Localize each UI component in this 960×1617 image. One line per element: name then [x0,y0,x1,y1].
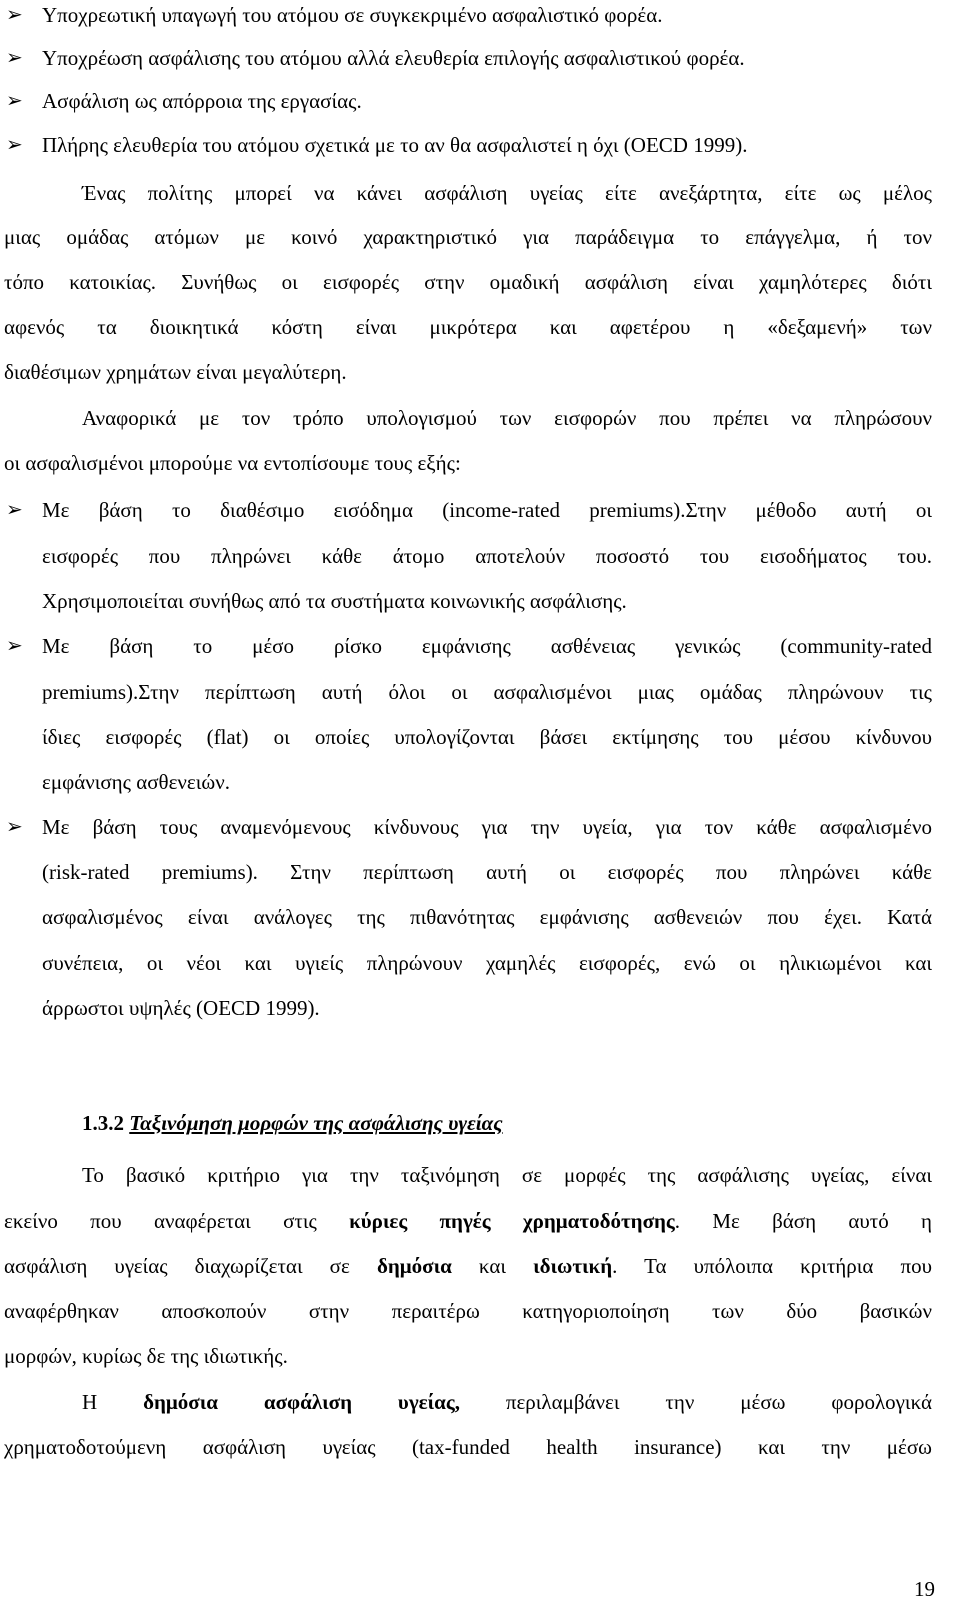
list-item: Υποχρεωτική υπαγωγή του ατόμου σε συγκεκριμένο ασφαλιστικό φορέα. [42,3,663,27]
text-run: ασφάλιση υγείας διαχωρίζεται σε [4,1254,377,1278]
paragraph-line: χρηματοδοτούμενη ασφάλιση υγείας (tax-funded health insurance) και την μέσω [4,1435,932,1459]
list-item: Με βάση το μέσο ρίσκο εμφάνισης ασθένειας γενικώς (community-rated [42,634,932,658]
paragraph-line: τόπο κατοικίας. Συνήθως οι εισφορές στην ομαδική ασφάλιση είναι χαμηλότερες διότι [4,270,932,294]
paragraph-line: αναφέρθηκαν αποσκοπούν στην περαιτέρω κατηγοριοποίηση των δύο βασικών [4,1299,932,1323]
paragraph-line: διαθέσιμων χρημάτων είναι μεγαλύτερη. [4,360,347,384]
paragraph-line [82,1387,932,1417]
bold-term: δημόσια [376,1254,452,1278]
paragraph-line: μορφών, κυρίως δε της ιδιωτικής. [4,1344,288,1368]
section-number: 1.3.2 [82,1111,124,1135]
list-item: (risk-rated premiums). Στην περίπτωση αυτή οι εισφορές που πληρώνει κάθε [42,860,932,884]
text-run: και [451,1254,534,1278]
bullet-arrow-icon: ➢ [6,635,23,657]
paragraph-line: Αναφορικά με τον τρόπο υπολογισμού των εισφορών που πρέπει να πληρώσουν [82,406,932,430]
list-item: Με βάση τους αναμενόμενους κίνδυνους για την υγεία, για τον κάθε ασφαλισμένο [42,815,932,839]
bold-term: κύριες πηγές χρηματοδότησης [349,1209,675,1233]
list-item: Υποχρέωση ασφάλισης του ατόμου αλλά ελευθερία επιλογής ασφαλιστικού φορέα. [42,46,745,70]
list-item: premiums).Στην περίπτωση αυτή όλοι οι ασφαλισμένοι μιας ομάδας πληρώνουν τις [42,680,932,704]
bullet-arrow-icon: ➢ [6,134,23,156]
page-number: 19 [914,1577,935,1601]
bullet-arrow-icon: ➢ [6,816,23,838]
list-item: Χρησιμοποιείται συνήθως από τα συστήματα κοινωνικής ασφάλισης. [42,589,627,613]
list-item: εμφάνισης ασθενειών. [42,770,230,794]
list-item: συνέπεια, οι νέοι και υγιείς πληρώνουν χαμηλές εισφορές, ενώ οι ηλικιωμένοι και [42,951,932,975]
bold-term: δημόσια ασφάλιση υγείας, [143,1390,460,1414]
section-title: Ταξινόμηση μορφών της ασφάλισης υγείας [129,1111,503,1135]
list-item: Πλήρης ελευθερία του ατόμου σχετικά με το αν θα ασφαλιστεί η όχι (OECD 1999). [42,133,748,157]
list-item: ασφαλισμένος είναι ανάλογες της πιθανότητας εμφάνισης ασθενειών που έχει. Κατά [42,905,932,929]
paragraph-line: οι ασφαλισμένοι μπορούμε να εντοπίσουμε τους εξής: [4,451,461,475]
bullet-arrow-icon: ➢ [6,4,23,26]
list-item: ίδιες εισφορές (flat) οι οποίες υπολογίζονται βάσει εκτίμησης του μέσου κίνδυνου [42,725,932,749]
bullet-arrow-icon: ➢ [6,90,23,112]
list-item: Ασφάλιση ως απόρροια της εργασίας. [42,89,362,113]
paragraph-line: αφενός τα διοικητικά κόστη είναι μικρότερα και αφετέρου η «δεξαμενή» των [4,315,932,339]
paragraph-line: μιας ομάδας ατόμων με κοινό χαρακτηριστικό για παράδειγμα το επάγγελμα, ή τον [4,225,932,249]
bold-term: ιδιωτική [533,1254,613,1278]
text-run: περιλαμβάνει την μέσω φορολογικά [459,1390,932,1414]
list-item: Με βάση το διαθέσιμο εισόδημα (income-rated premiums).Στην μέθοδο αυτή οι [42,498,932,522]
text-run: Η [82,1390,144,1414]
list-item: εισφορές που πληρώνει κάθε άτομο αποτελούν ποσοστό του εισοδήματος του. [42,544,932,568]
text-run: εκείνο που αναφέρεται στις [4,1209,350,1233]
text-run: . Τα υπόλοιπα κριτήρια που [612,1254,932,1278]
paragraph-line [4,1206,932,1236]
paragraph-line: Το βασικό κριτήριο για την ταξινόμηση σε μορφές της ασφάλισης υγείας, είναι [82,1163,932,1187]
text-run: . Με βάση αυτό η [674,1209,932,1233]
bullet-arrow-icon: ➢ [6,47,23,69]
list-item: άρρωστοι υψηλές (OECD 1999). [42,996,320,1020]
paragraph-line [4,1251,932,1281]
bullet-arrow-icon: ➢ [6,499,23,521]
section-heading [82,1108,503,1138]
paragraph-line: Ένας πολίτης μπορεί να κάνει ασφάλιση υγείας είτε ανεξάρτητα, είτε ως μέλος [82,181,932,205]
